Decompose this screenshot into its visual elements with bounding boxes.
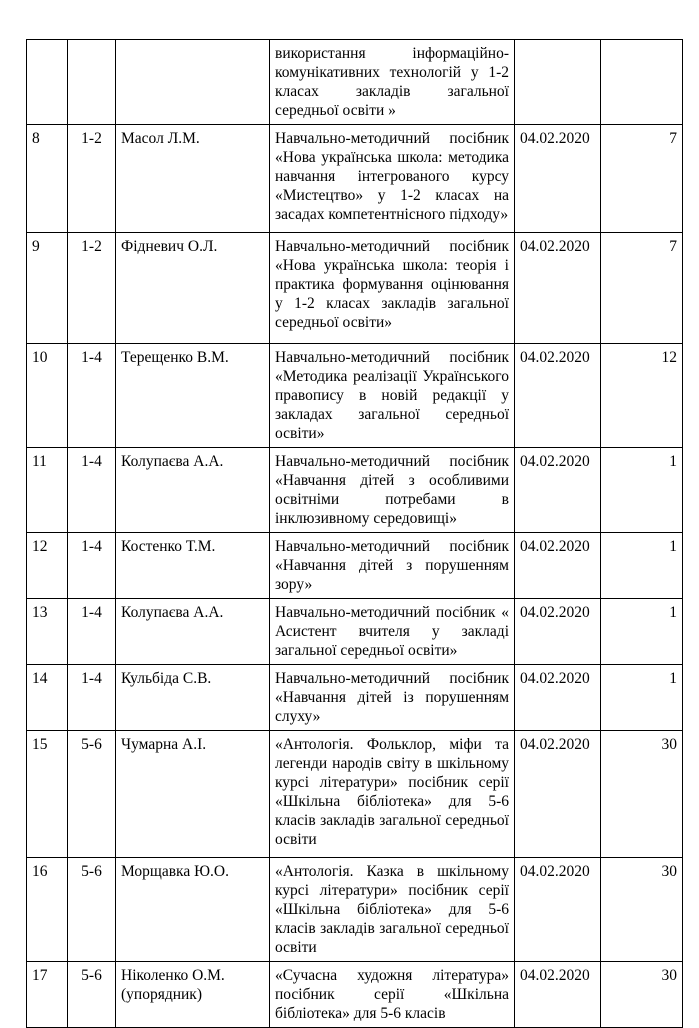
table-row bbox=[27, 40, 683, 125]
row-count: 30 bbox=[601, 962, 683, 1028]
table-row bbox=[27, 731, 683, 858]
row-date: 04.02.2020 bbox=[515, 533, 601, 599]
row-number: 15 bbox=[27, 731, 68, 858]
row-date: 04.02.2020 bbox=[515, 125, 601, 233]
row-date: 04.02.2020 bbox=[515, 665, 601, 731]
row-number: 9 bbox=[27, 233, 68, 344]
row-number: 10 bbox=[27, 344, 68, 448]
row-number: 16 bbox=[27, 858, 68, 962]
row-number: 12 bbox=[27, 533, 68, 599]
document-table bbox=[26, 39, 683, 1028]
row-author: Колупаєва А.А. bbox=[116, 599, 270, 665]
table-row bbox=[27, 233, 683, 344]
row-grade: 5-6 bbox=[68, 858, 116, 962]
row-date: 04.02.2020 bbox=[515, 344, 601, 448]
row-title: «Антологія. Казка в шкільному курсі літератури» посібник серії «Шкільна бібліотека» для 5-6 класів закладів загальної середньої освіти bbox=[270, 858, 515, 962]
table-row bbox=[27, 858, 683, 962]
row-grade: 1-4 bbox=[68, 344, 116, 448]
row-title: Навчально-методичний посібник «Нова українська школа: теорія і практика формування оцінювання у 1-2 класах закладів загальної середньої освіти» bbox=[270, 233, 515, 344]
row-author: Терещенко В.М. bbox=[116, 344, 270, 448]
row-count: 1 bbox=[601, 665, 683, 731]
row-count: 1 bbox=[601, 599, 683, 665]
row-author: Кульбіда С.В. bbox=[116, 665, 270, 731]
row-count: 30 bbox=[601, 731, 683, 858]
row-title: використання інформаційно-комунікативних технологій у 1-2 класах закладів загальної середньої освіти » bbox=[270, 40, 515, 125]
row-grade: 1-2 bbox=[68, 233, 116, 344]
row-count: 7 bbox=[601, 125, 683, 233]
table-row bbox=[27, 962, 683, 1028]
row-grade: 1-4 bbox=[68, 448, 116, 533]
row-grade: 1-2 bbox=[68, 125, 116, 233]
row-author: Ніколенко О.М. (упорядник) bbox=[116, 962, 270, 1028]
row-count: 12 bbox=[601, 344, 683, 448]
row-author: Костенко Т.М. bbox=[116, 533, 270, 599]
row-author: Масол Л.М. bbox=[116, 125, 270, 233]
table-row bbox=[27, 665, 683, 731]
table-row bbox=[27, 448, 683, 533]
row-grade: 1-4 bbox=[68, 599, 116, 665]
row-grade: 1-4 bbox=[68, 533, 116, 599]
row-count: 1 bbox=[601, 533, 683, 599]
row-author: Чумарна А.І. bbox=[116, 731, 270, 858]
row-grade: 5-6 bbox=[68, 731, 116, 858]
table-row bbox=[27, 125, 683, 233]
row-number: 13 bbox=[27, 599, 68, 665]
row-author: Колупаєва А.А. bbox=[116, 448, 270, 533]
table-row bbox=[27, 599, 683, 665]
row-author: Морщавка Ю.О. bbox=[116, 858, 270, 962]
row-date: 04.02.2020 bbox=[515, 731, 601, 858]
row-title: Навчально-методичний посібник «Навчання дітей з порушенням зору» bbox=[270, 533, 515, 599]
row-date: 04.02.2020 bbox=[515, 858, 601, 962]
row-title: Навчально-методичний посібник «Нова українська школа: методика навчання інтегрованого курсу «Мистецтво» у 1-2 класах на засадах компетентнісного підходу» bbox=[270, 125, 515, 233]
row-grade bbox=[68, 40, 116, 125]
row-title: «Антологія. Фольклор, міфи та легенди народів світу в шкільному курсі літератури» посібник серії «Шкільна бібліотека» для 5-6 класів закладів загальної середньої освіти bbox=[270, 731, 515, 858]
row-title: Навчально-методичний посібник «Навчання дітей з особливими освітніми потребами в інклюзивному середовищі» bbox=[270, 448, 515, 533]
row-date: 04.02.2020 bbox=[515, 599, 601, 665]
row-count: 7 bbox=[601, 233, 683, 344]
row-number: 11 bbox=[27, 448, 68, 533]
row-count: 1 bbox=[601, 448, 683, 533]
table-row bbox=[27, 344, 683, 448]
row-number: 14 bbox=[27, 665, 68, 731]
row-title: «Сучасна художня література» посібник серії «Шкільна бібліотека» для 5-6 класів bbox=[270, 962, 515, 1028]
row-title: Навчально-методичний посібник «Методика реалізації Українського правопису в новій редакції у закладах загальної середньої освіти» bbox=[270, 344, 515, 448]
row-number: 8 bbox=[27, 125, 68, 233]
row-date bbox=[515, 40, 601, 125]
row-number bbox=[27, 40, 68, 125]
row-title: Навчально-методичний посібник «Навчання дітей із порушенням слуху» bbox=[270, 665, 515, 731]
row-date: 04.02.2020 bbox=[515, 448, 601, 533]
table-row bbox=[27, 533, 683, 599]
row-date: 04.02.2020 bbox=[515, 962, 601, 1028]
row-author: Фідневич О.Л. bbox=[116, 233, 270, 344]
row-date: 04.02.2020 bbox=[515, 233, 601, 344]
row-count: 30 bbox=[601, 858, 683, 962]
row-author bbox=[116, 40, 270, 125]
row-grade: 1-4 bbox=[68, 665, 116, 731]
row-count bbox=[601, 40, 683, 125]
row-number: 17 bbox=[27, 962, 68, 1028]
row-title: Навчально-методичний посібник « Асистент вчителя у закладі загальної середньої освіти» bbox=[270, 599, 515, 665]
row-grade: 5-6 bbox=[68, 962, 116, 1028]
